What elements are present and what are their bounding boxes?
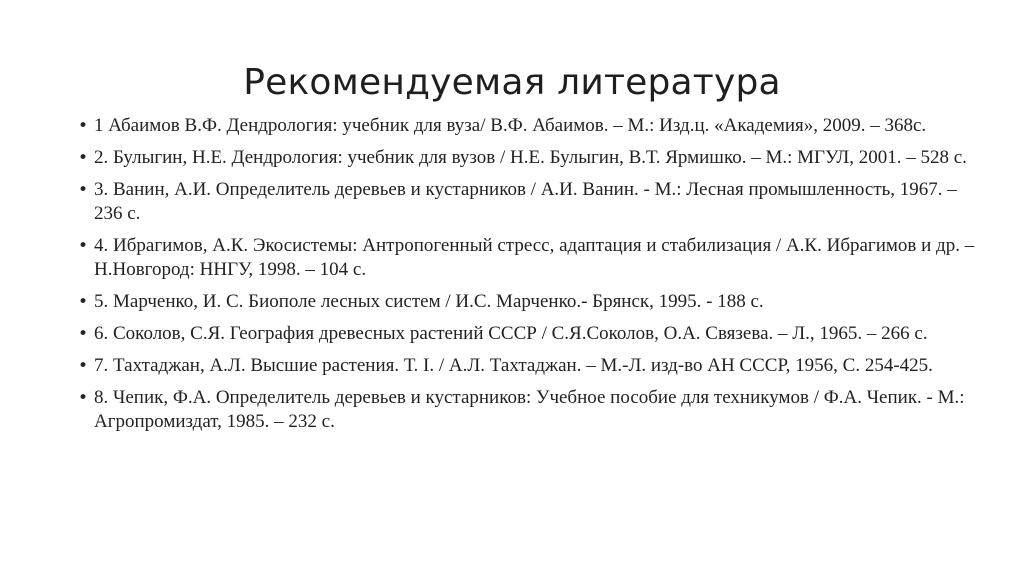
slide-title: Рекомендуемая литература	[243, 62, 781, 104]
reference-item	[76, 178, 981, 226]
bullet-icon: •	[78, 388, 89, 408]
bullet-icon: •	[78, 292, 89, 312]
bullet-icon: •	[78, 148, 89, 168]
reference-item	[76, 290, 981, 314]
reference-text: 2. Булыгин, Н.Е. Дендрология: учебник для вузов / Н.Е. Булыгин, В.Т. Ярмишко. – М.: МГУЛ, 2001. – 528 с.	[94, 147, 967, 168]
reference-item	[76, 354, 981, 378]
reference-text: 4. Ибрагимов, А.К. Экосистемы: Антропогенный стресс, адаптация и стабилизация / А.К. Ибрагимов и др. – Н.Новгород: ННГУ, 1998. – 104 с.	[94, 235, 975, 280]
reference-text: 6. Соколов, С.Я. География древесных растений СССР / С.Я.Соколов, О.А. Связева. – Л., 1965. – 266 с.	[94, 323, 928, 344]
reference-text: 8. Чепик, Ф.А. Определитель деревьев и кустарников: Учебное пособие для техникумов / Ф.А. Чепик. - М.: Агропромиздат, 1985. – 232 с.	[94, 387, 965, 432]
reference-item	[76, 146, 981, 170]
reference-item	[76, 386, 981, 434]
reference-text: 1 Абаимов В.Ф. Дендрология: учебник для вуза/ В.Ф. Абаимов. – М.: Изд.ц. «Академия», 2009. – 368с.	[94, 115, 927, 136]
reference-text: 3. Ванин, А.И. Определитель деревьев и кустарников / А.И. Ванин. - М.: Лесная промышленность, 1967. – 236 с.	[94, 179, 957, 224]
reference-text: 5. Марченко, И. С. Биополе лесных систем / И.С. Марченко.- Брянск, 1995. - 188 с.	[94, 291, 764, 312]
reference-text: 7. Тахтаджан, А.Л. Высшие растения. Т. I. / А.Л. Тахтаджан. – М.-Л. изд-во АН СССР, 1956, С. 254-425.	[94, 355, 933, 376]
bullet-icon: •	[78, 356, 89, 376]
reference-list	[76, 114, 981, 442]
bullet-icon: •	[78, 236, 89, 256]
reference-item	[76, 114, 981, 138]
reference-item	[76, 234, 981, 282]
bullet-icon: •	[78, 324, 89, 344]
bullet-icon: •	[78, 116, 89, 136]
bullet-icon: •	[78, 180, 89, 200]
reference-item	[76, 322, 981, 346]
